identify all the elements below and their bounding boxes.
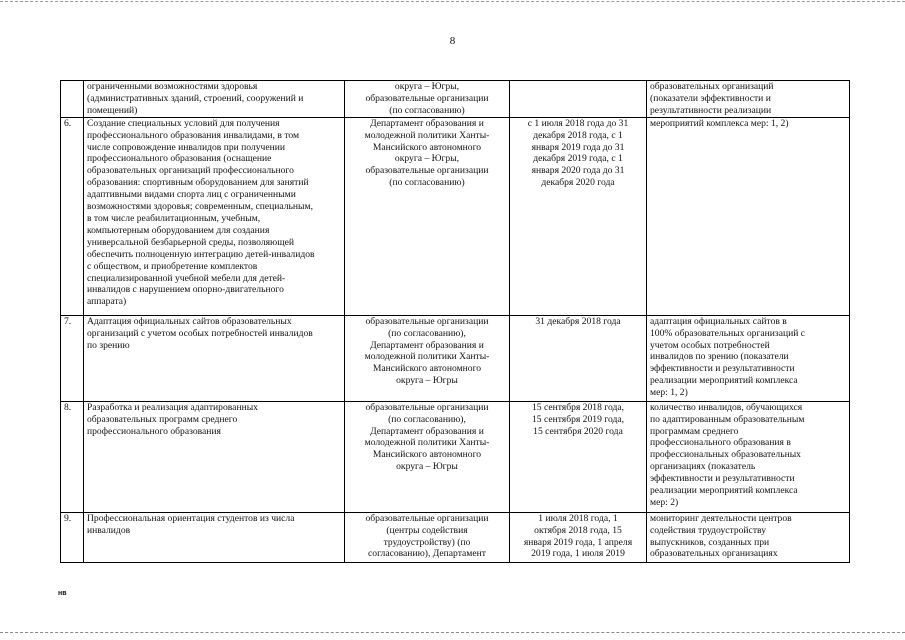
row-number: 9. <box>61 512 84 562</box>
scan-edge-bottom <box>0 632 905 633</box>
dates-cell: с 1 июля 2018 года до 31 декабря 2018 года, с 1 января 2019 года до 31 декабря 2019 года, с 1 января 2020 года до 31 декабря 2020 года <box>510 117 647 315</box>
page-number: 8 <box>449 35 456 47</box>
table-row <box>61 315 850 401</box>
row-number: 6. <box>61 117 84 315</box>
activity-cell: ограниченными возможностями здоровья (административных зданий, строений, сооружений и помещений) <box>84 81 345 118</box>
measures-table <box>60 80 850 563</box>
activity-cell: Адаптация официальных сайтов образовательных организаций с учетом особых потребностей инвалидов по зрению <box>84 315 345 401</box>
scan-edge-top <box>0 1 905 2</box>
table-row <box>61 117 850 315</box>
dates-cell: 31 декабря 2018 года <box>510 315 647 401</box>
dates-cell <box>510 81 647 118</box>
indicator-cell: адаптация официальных сайтов в 100% образовательных организаций с учетом особых потребностей инвалидов по зрению (показатели эффективности и результативности реализации мероприятий комплекса мер: 1, 2) <box>647 315 850 401</box>
row-number: 7. <box>61 315 84 401</box>
indicator-cell: мониторинг деятельности центров содействия трудоустройству выпускников, созданных при образовательных организациях <box>647 512 850 562</box>
responsible-cell: образовательные организации (по согласованию), Департамент образования и молодежной политики Ханты- Мансийского автономного округа – Югры <box>345 401 510 512</box>
indicator-cell: количество инвалидов, обучающихся по адаптированным образовательным программам среднего профессионального образования в профессиональных образовательных организациях (показатель эффективности и результативности реализации мероприятий комплекса мер: 2) <box>647 401 850 512</box>
activity-cell: Разработка и реализация адаптированных образовательных программ среднего профессионального образования <box>84 401 345 512</box>
dates-cell: 1 июля 2018 года, 1 октября 2018 года, 15 января 2019 года, 1 апреля 2019 года, 1 июля 2019 <box>510 512 647 562</box>
table-row <box>61 81 850 118</box>
table-row <box>61 401 850 512</box>
row-number <box>61 81 84 118</box>
dates-cell: 15 сентября 2018 года, 15 сентября 2019 года, 15 сентября 2020 года <box>510 401 647 512</box>
activity-cell: Профессиональная ориентация студентов из числа инвалидов <box>84 512 345 562</box>
footer-mark: нв <box>58 590 67 597</box>
responsible-cell: Департамент образования и молодежной политики Ханты- Мансийского автономного округа – Югры, образовательные организации (по согласованию) <box>345 117 510 315</box>
indicator-cell: мероприятий комплекса мер: 1, 2) <box>647 117 850 315</box>
activity-cell: Создание специальных условий для получения профессионального образования инвалидами, в том числе сопровождение инвалидов при получении профессионального образования (оснащение образовательных организаций профессионального образования: спортивным оборудованием для занятий адаптивными видами спорта лиц с ограниченными возможностями здоровья; современным, специальным, в том числе реабилитационным, учебным, компьютерным оборудованием для создания универсальной безбарьерной среды, позволяющей обеспечить полноценную интеграцию детей-инвалидов с обществом, и приобретение комплектов специализированной учебной мебели для детей- инвалидов с нарушением опорно-двигательного аппарата) <box>84 117 345 315</box>
responsible-cell: образовательные организации (центры содействия трудоустройству) (по согласованию), Департамент <box>345 512 510 562</box>
responsible-cell: образовательные организации (по согласованию), Департамент образования и молодежной политики Ханты- Мансийского автономного округа – Югры <box>345 315 510 401</box>
responsible-cell: округа – Югры, образовательные организации (по согласованию) <box>345 81 510 118</box>
row-number: 8. <box>61 401 84 512</box>
table-row <box>61 512 850 562</box>
indicator-cell: образовательных организаций (показатели эффективности и результативности реализации <box>647 81 850 118</box>
